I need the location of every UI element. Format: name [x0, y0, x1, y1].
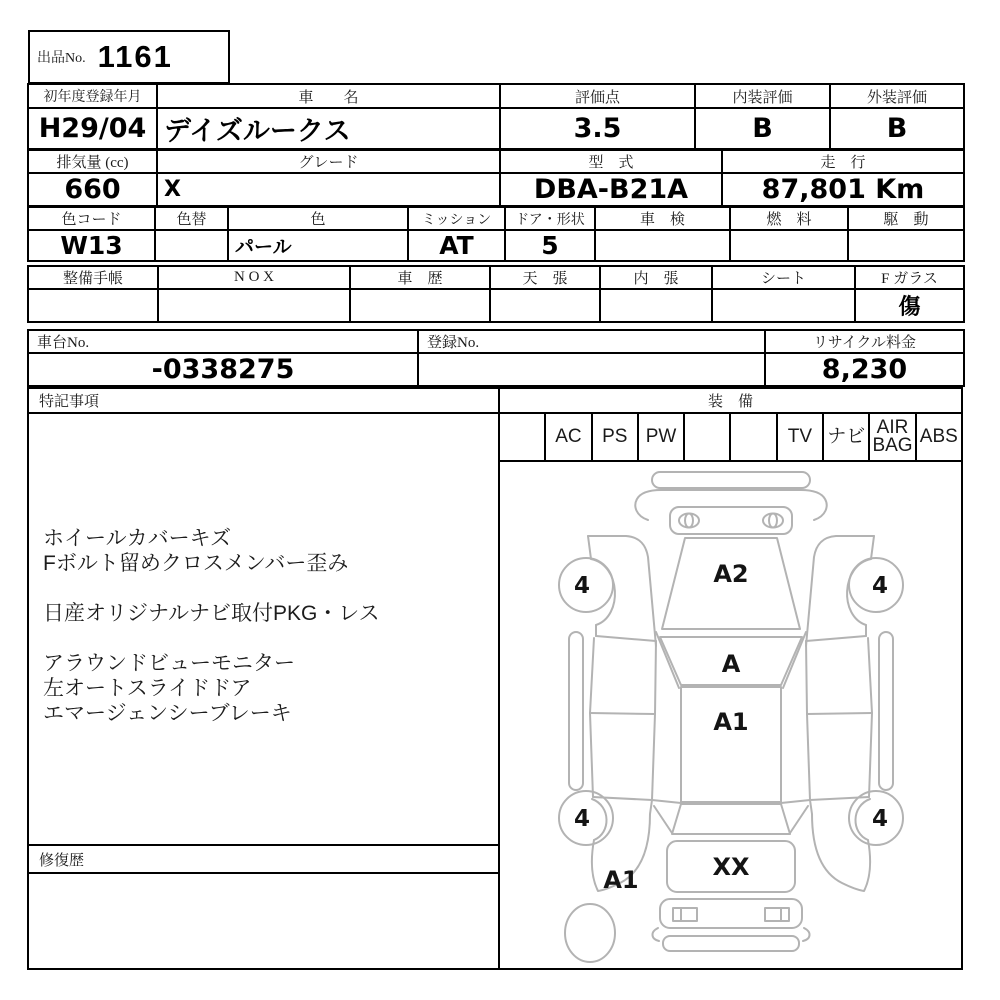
note-line: [43, 576, 498, 601]
car-damage-diagram: [500, 462, 961, 968]
note-line: アラウンドビューモニター: [43, 652, 295, 675]
value-interior-grade: B: [695, 108, 830, 149]
wheel-arch-rear-left: [592, 799, 607, 840]
header-doors-shape: ドア・形状: [505, 207, 595, 230]
header-color-change: 色替: [155, 207, 228, 230]
value-maintenance-book: [28, 289, 158, 322]
value-car-name: デイズルークス: [157, 108, 500, 149]
c-pillar-left-inner: [654, 806, 672, 833]
door-inner-right: [806, 641, 810, 800]
header-door-trim: 内 張: [600, 266, 712, 289]
header-fuel: 燃 料: [730, 207, 848, 230]
a-pillar-left: [656, 632, 679, 688]
door-outer-right: [868, 638, 872, 797]
equipment-cell-tv: TV: [778, 414, 824, 460]
header-color: 色: [228, 207, 408, 230]
rear-bumper-hook-left: [652, 928, 659, 941]
wheel-rear-right-score: 4: [871, 806, 889, 832]
model-mileage-table: [27, 149, 965, 207]
front-top-strip: [652, 472, 810, 488]
car-diagram-svg: [500, 462, 961, 968]
value-fuel: [730, 230, 848, 261]
door-split-left: [590, 713, 655, 714]
fender-front-left: [588, 536, 656, 646]
c-pillar-right-inner: [790, 806, 808, 833]
value-registration-number: [418, 353, 765, 386]
rocker-right: [879, 632, 893, 790]
notes-column: [27, 387, 500, 970]
equipment-header: 装 備: [500, 389, 961, 414]
damage-code-left-rear-quarter: A1: [603, 866, 639, 894]
quarter-rear-right: [810, 797, 870, 891]
value-displacement: 660: [28, 173, 157, 206]
lot-number-box: [28, 30, 230, 84]
chassis-recycle-table: [27, 329, 965, 387]
value-exterior-grade: B: [830, 108, 964, 149]
header-overall-grade: 評価点: [500, 84, 695, 108]
note-line: 日産オリジナルナビ取付PKG・レス: [43, 602, 380, 625]
tail-light-left-icon: [673, 908, 697, 921]
header-interior-grade: 内装評価: [695, 84, 830, 108]
headlight-left-icon: [679, 514, 699, 528]
tail-light-right-icon: [765, 908, 789, 921]
value-color-code: W13: [28, 230, 155, 261]
repair-history-body: [29, 874, 498, 967]
equipment-cell-airbag: AIR BAG: [870, 414, 916, 460]
fender-front-right-edge: [871, 536, 874, 559]
header-registration-number: 登録No.: [418, 330, 765, 353]
damage-code-hood: A2: [713, 560, 749, 588]
value-overall-grade: 3.5: [500, 108, 695, 149]
door-inner-left: [652, 641, 656, 800]
value-headliner: [490, 289, 600, 322]
door-top-right: [806, 636, 866, 641]
value-model-code: DBA-B21A: [500, 173, 722, 206]
value-front-glass: 傷: [855, 289, 964, 322]
header-recycle-fee: リサイクル料金: [765, 330, 964, 353]
value-mileage: 87,801 Km: [722, 173, 964, 206]
wheel-front-left-score: 4: [573, 573, 591, 599]
headlight-panel: [670, 507, 792, 534]
header-maintenance-book: 整備手帳: [28, 266, 158, 289]
value-door-trim: [600, 289, 712, 322]
value-recycle-fee: 8,230: [765, 353, 964, 386]
header-first-registration: 初年度登録年月: [28, 84, 157, 108]
rear-bumper-hook-right: [803, 928, 810, 941]
header-front-glass: F ガラス: [855, 266, 964, 289]
note-line: エマージェンシーブレーキ: [43, 702, 292, 725]
door-top-left: [596, 636, 656, 641]
value-drivetrain: [848, 230, 964, 261]
equipment-cell-empty: [685, 414, 731, 460]
header-headliner: 天 張: [490, 266, 600, 289]
equipment-cell-ac: AC: [546, 414, 592, 460]
header-grade: グレード: [157, 150, 500, 173]
fender-front-left-edge: [588, 536, 591, 559]
headlight-left-lens: [685, 514, 693, 528]
wheel-front-right-score: 4: [871, 573, 889, 599]
headlight-right-icon: [763, 514, 783, 528]
wheel-rear-left-score: 4: [573, 806, 591, 832]
equipment-cell-pw: PW: [639, 414, 685, 460]
value-color-change: [155, 230, 228, 261]
note-line: 左オートスライドドア: [43, 677, 252, 700]
header-inspection: 車 検: [595, 207, 730, 230]
header-nox: N O X: [158, 266, 350, 289]
value-seats: [712, 289, 855, 322]
equipment-cell-navi: ナビ: [824, 414, 870, 460]
color-transmission-table: [27, 206, 965, 262]
rear-window-outline: [672, 804, 790, 834]
equipment-cell-empty: [500, 414, 546, 460]
special-notes-body: [29, 414, 498, 844]
equipment-cell-empty: [731, 414, 777, 460]
header-displacement: 排気量 (cc): [28, 150, 157, 173]
equipment-row: [500, 414, 961, 462]
roof-outline: [681, 687, 781, 802]
header-model-code: 型 式: [500, 150, 722, 173]
fender-front-right: [806, 536, 874, 646]
header-color-code: 色コード: [28, 207, 155, 230]
door-split-right: [807, 713, 872, 714]
header-exterior-grade: 外装評価: [830, 84, 964, 108]
value-car-history: [350, 289, 490, 322]
value-doors-shape: 5: [505, 230, 595, 261]
registration-and-rating-table: [27, 83, 965, 150]
c-pillar-right: [781, 800, 810, 803]
rear-lower-strip: [663, 936, 799, 951]
condition-table: [27, 265, 965, 323]
header-mileage: 走 行: [722, 150, 964, 173]
lot-number-label: 出品No.: [37, 51, 86, 66]
value-grade: X: [157, 173, 500, 206]
header-car-name: 車 名: [157, 84, 500, 108]
note-line: Fボルト留めクロスメンバー歪み: [43, 552, 349, 575]
wheel-arch-rear-right: [855, 799, 870, 840]
spare-tire-icon: [565, 904, 615, 962]
door-outer-left: [590, 638, 594, 797]
value-chassis-number: -0338275: [28, 353, 418, 386]
header-chassis-number: 車台No.: [28, 330, 418, 353]
repair-history-header: 修復歴: [29, 844, 498, 874]
rocker-left: [569, 632, 583, 790]
c-pillar-left: [652, 800, 681, 803]
value-nox: [158, 289, 350, 322]
a-pillar-right: [783, 632, 806, 688]
value-first-registration: H29/04: [28, 108, 157, 149]
equipment-cell-abs: ABS: [919, 425, 958, 447]
damage-code-roof: A1: [713, 708, 749, 736]
equipment-column: [500, 387, 963, 970]
front-bumper-outline: [635, 490, 826, 520]
headlight-right-lens: [769, 514, 777, 528]
note-line: ホイールカバーキズ: [43, 527, 232, 550]
special-notes-header: 特記事項: [29, 389, 498, 414]
lot-number-value: 1161: [97, 39, 173, 74]
value-color: パール: [228, 230, 408, 261]
equipment-cell-ps: PS: [593, 414, 639, 460]
value-inspection: [595, 230, 730, 261]
damage-code-rear-gate: XX: [712, 853, 750, 881]
header-transmission: ミッション: [408, 207, 505, 230]
damage-code-windshield: A: [721, 650, 741, 678]
header-seats: シート: [712, 266, 855, 289]
note-line: [43, 626, 498, 651]
value-transmission: AT: [408, 230, 505, 261]
header-car-history: 車 歴: [350, 266, 490, 289]
header-drivetrain: 駆 動: [848, 207, 964, 230]
